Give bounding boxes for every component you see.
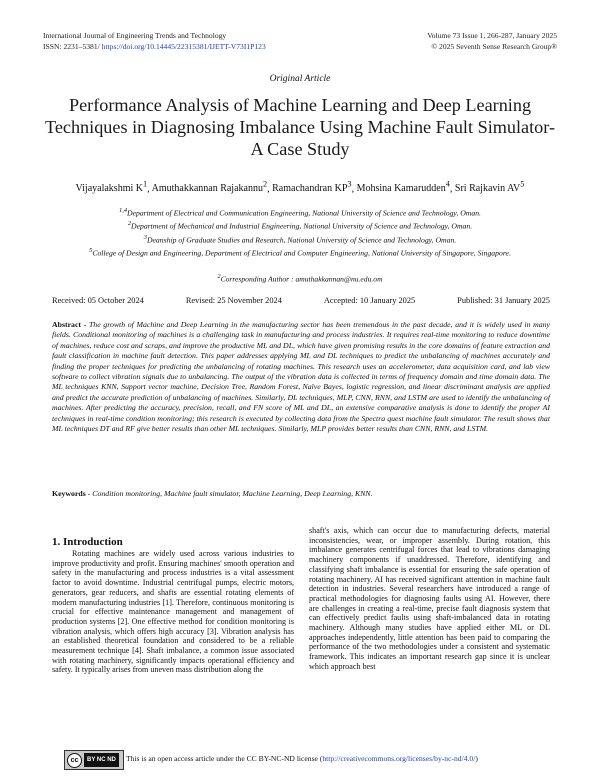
abstract-label: Abstract -	[52, 320, 87, 329]
published-date: Published: 31 January 2025	[457, 296, 550, 305]
creative-commons-icon: cc	[67, 753, 82, 768]
copyright: © 2025 Seventh Sense Research Group®	[431, 42, 557, 51]
affiliation: $^3$Deanship of Graduate Studies and Research, National University of Science and Technology, Oman.	[143, 233, 457, 245]
received-date: Received: 05 October 2024	[52, 296, 144, 305]
body-column-right	[309, 526, 550, 672]
section-heading-introduction: 1. Introduction	[52, 536, 123, 548]
issue-header	[427, 30, 557, 52]
issn: ISSN: 2231–5381/	[43, 42, 100, 51]
accepted-date: Accepted: 10 January 2025	[323, 296, 416, 305]
volume-info: Volume 73 Issue 1, 266-287, January 2025	[427, 31, 557, 40]
affiliations	[40, 206, 560, 260]
paper-title: Performance Analysis of Machine Learning and Deep Learning Techniques in Diagnosing Imbalance Using Machine Fault Simulator-A Case Study	[44, 95, 556, 159]
paragraph: shaft's axis, which can occur due to manufacturing defects, material inconsistencies, wear, or improper assembly. During rotation, this imbalance generates centrifugal forces that lead to vibrations damaging machinery components if unaddressed. Therefore, identifying and classifying shaft imbalance is essential for ensuring the safe operation of rotating machinery. AI has received significant attention in machine fault detection in industries. Several researchers have introduced a range of practical methodologies for diagnosing faults using AI. However, there are challenges in creating a real-time, precise fault diagnosis system that can effectively predict faults using shaft-imbalanced data in rotating machinery. Although many studies have applied either ML or DL approaches independently, little attention has been paid to comparing the performance of the two methodologies under a consistent and systematic framework. This indicates an important research gap since it is unclear which approach best	[309, 526, 550, 671]
body-column-left	[52, 549, 294, 675]
corresponding-author: $^2$Corresponding Author : amuthakkannan@nu.edu.om	[217, 273, 383, 284]
keywords-label: Keywords	[52, 489, 86, 498]
author-list: Vijayalakshmi $K^1$, Amuthakkannan Rajakannu$^2$, Ramachandran $KP^3$, Mohsina Kamarudden$^4$, Sri Rajkavin $AV^5$	[75, 180, 525, 195]
author: Amuthakkannan Rajakannu$^2$	[151, 180, 268, 195]
cc-license-badge[interactable]	[64, 750, 124, 770]
license-link[interactable]: http://creativecommons.org/licenses/by-nc-nd/4.0/	[322, 754, 476, 763]
journal-header	[43, 30, 266, 52]
journal-name: International Journal of Engineering Trends and Technology	[43, 31, 227, 40]
author: Sri Rajkavin $AV^5$	[454, 180, 525, 195]
affiliation: $^2$Department of Mechanical and Industrial Engineering, National University of Science and Technology, Oman.	[127, 220, 473, 232]
author: Vijayalakshmi $K^1$	[75, 180, 148, 195]
paragraph: Rotating machines are widely used across various industries to improve productivity and profit. Ensuring machines' smooth operation and safety in the manufacturing and process industries is a vital assessment factor to avoid downtime. Industrial centrifugal pumps, electric motors, generators, gear reducers, and shafts are essential rotating elements of modern manufacturing industries [1]. Therefore, continuous monitoring is crucial for effective maintenance management and management of production systems [2]. One effective method for condition monitoring is vibration analysis, which offers high accuracy [3]. Vibration analysis has an established theoretical foundation and considered to be a reliable measurement technique [4]. Shaft imbalance, a common issue associated with rotating machinery, significantly impacts operational efficiency and safety. It typically arises from uneven mass distribution along the	[52, 549, 294, 675]
abstract	[52, 320, 550, 434]
license-text: This is an open access article under the CC BY-NC-ND license (http://creativecommons.org/licenses/by-nc-nd/4.0/)	[126, 754, 478, 763]
revised-date: Revised: 25 November 2024	[185, 296, 282, 305]
affiliation: $^{1,4}$Department of Electrical and Communication Engineering, National University of Science and Technology, Oman.	[119, 207, 481, 218]
keywords-text: - Condition monitoring, Machine fault simulator, Machine Learning, Deep Learning, KNN.	[85, 489, 373, 498]
keywords	[52, 489, 550, 499]
abstract-text: The growth of Machine and Deep Learning in the manufacturing sector has been tremendous in the past decade, and it is widely used in many fields. Conditional monitoring of machines is a challenging task in manufacturing and process industries. It requires real-time monitoring to reduce downtime of machines, reduce cost and scraps, and improve the productive ML and DL, which have given promising results in the core domains of feature extraction and fault classification in machine fault detection. This paper addresses applying ML and DL techniques to predict the unbalancing of machines accurately and finding the proper techniques for predicting the unbalancing of rotating machines. This research uses an accelerometer, data acquisition card, and lab view software to collect vibration signals due to unbalancing. The output of the vibration data is collected in terms of frequency domain and time domain data. The ML techniques KNN, Support vector machine, Decision Tree, Random Forest, Naïve Bayes, logistic regression, and linear discriminant analysis are applied and predict the accurate prediction of unbalancing of machines. Similarly, DL techniques, MLP, CNN, RNN, and LSTM are used to identify the unbalancing of machines. After predicting the accuracy, precision, recall, and FN score of ML and DL, an extensive comparative analysis is done to identify the proper AI techniques in real-time condition monitoring; this research is executed by collecting data from the Spectra quest machine fault simulator. The result shows that ML techniques DT and RF give better results than other ML techniques. Similarly, MLP provides better results than CNN, RNN, and LSTM.	[52, 320, 551, 434]
license-footer	[64, 750, 564, 770]
author: Ramachandran $KP^3$	[272, 180, 352, 195]
cc-by-nc-nd-icon: BY NC ND	[84, 753, 119, 767]
author: Mohsina Kamarudden$^4$	[356, 180, 450, 195]
affiliation: $^5$College of Design and Engineering, Department of Electrical and Computer Engineering, National University of Singapore, Singapore.	[89, 247, 511, 258]
article-type: Original Article	[269, 74, 331, 84]
doi-link[interactable]: https://doi.org/10.14445/22315381/IJETT-V73I1P123	[101, 42, 266, 51]
dates-row	[52, 296, 550, 305]
